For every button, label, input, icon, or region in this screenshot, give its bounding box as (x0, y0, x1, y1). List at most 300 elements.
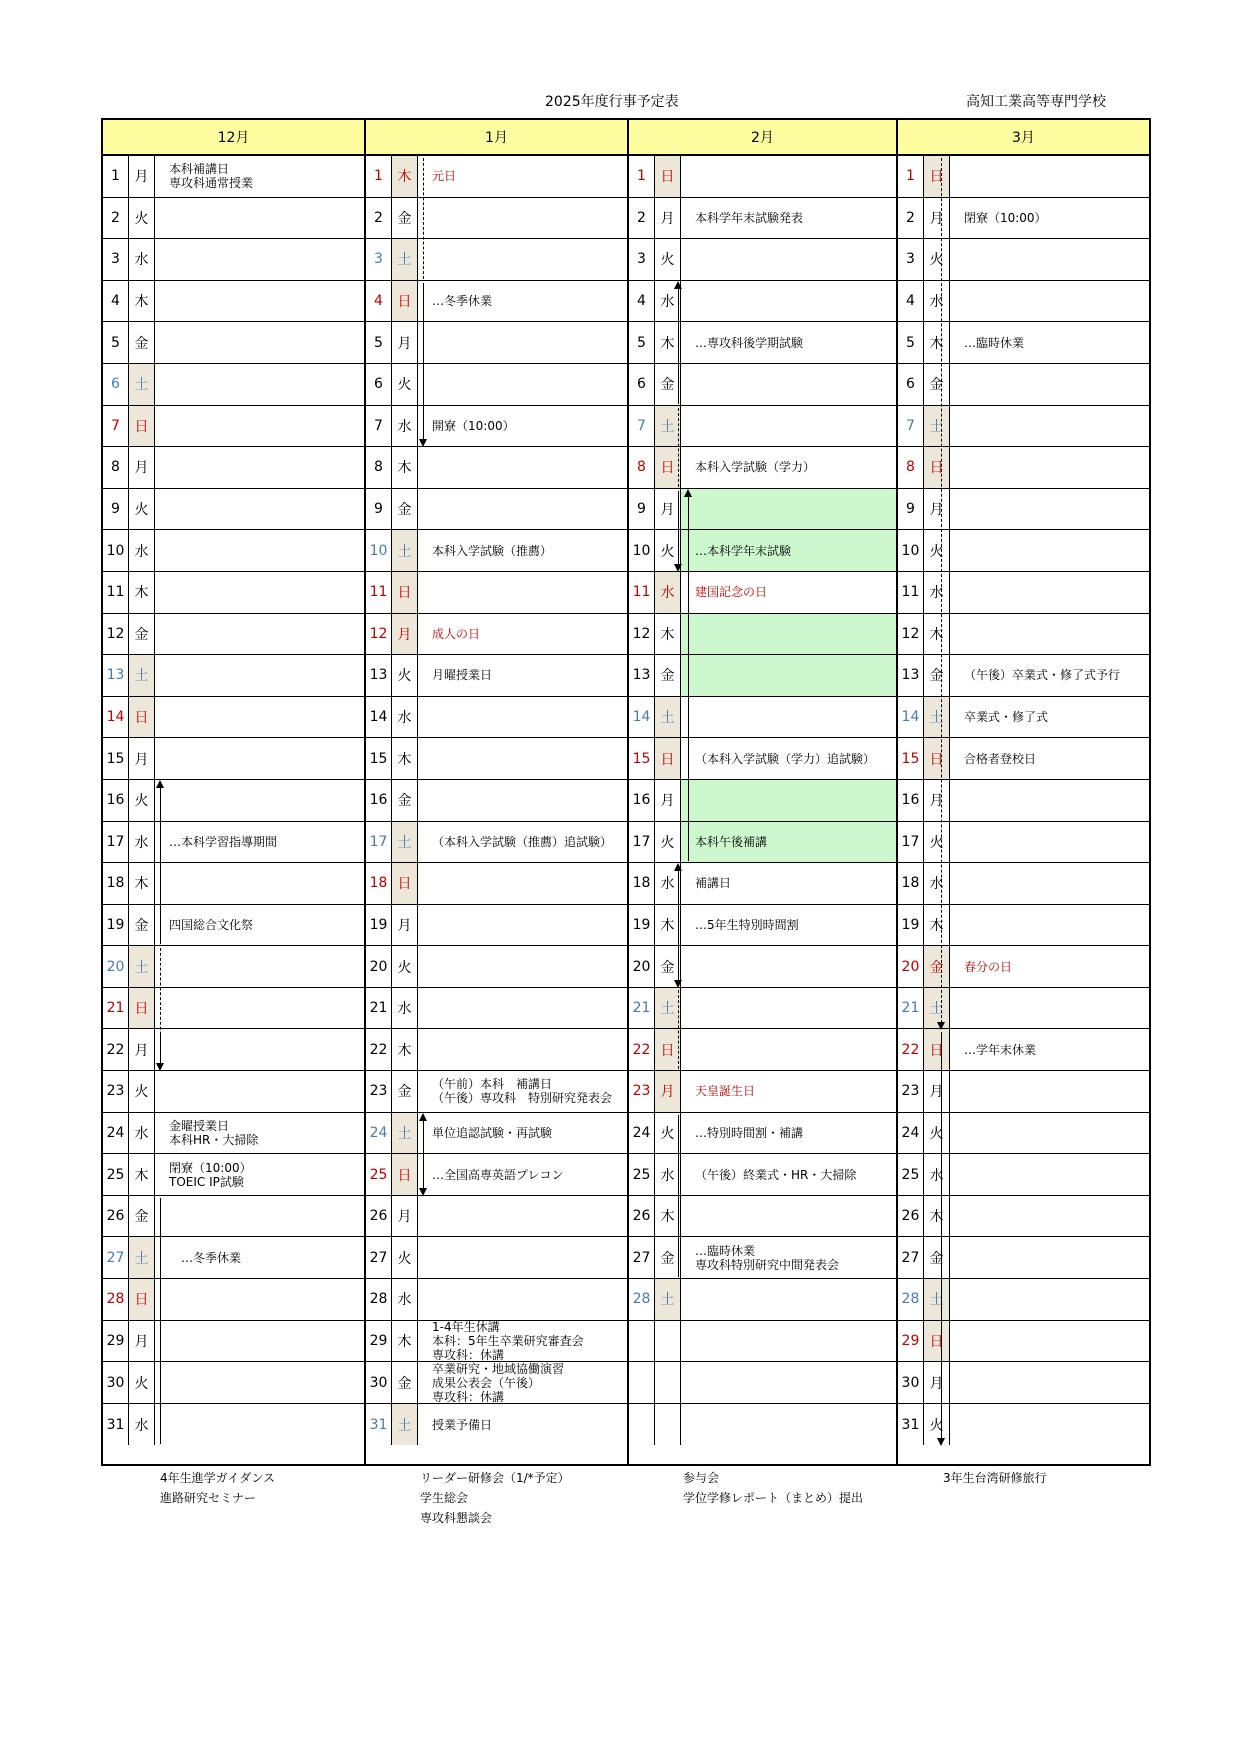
day-row (629, 697, 896, 739)
day-row (898, 364, 1149, 406)
range-arrow (423, 1115, 424, 1194)
day-number: 14 (103, 697, 129, 738)
weekday: 火 (129, 489, 155, 530)
event-cell (681, 1113, 896, 1154)
weekday: 火 (392, 946, 418, 987)
event-text: …本科学習指導期間 (169, 834, 278, 849)
event-cell (681, 1154, 896, 1195)
event-text: …臨時休業 (963, 335, 1024, 350)
day-number: 10 (103, 530, 129, 571)
day-number: 25 (366, 1154, 392, 1195)
day-row (629, 1029, 896, 1071)
event-text: 閉寮（10:00） (169, 1160, 252, 1175)
day-row (103, 1321, 364, 1363)
event-text: 開寮（10:00） (432, 418, 515, 433)
day-number: 27 (898, 1237, 924, 1278)
event-cell (418, 1362, 627, 1403)
event-cell (418, 1071, 627, 1112)
day-row (629, 1196, 896, 1238)
day-row (366, 863, 627, 905)
event-cell (681, 364, 896, 405)
event-text: （午前）本科 補講日 (432, 1077, 553, 1092)
weekday: 火 (655, 1113, 681, 1154)
event-cell (681, 780, 896, 821)
event-cell (418, 738, 627, 779)
day-row (898, 863, 1149, 905)
event-cell (950, 738, 1149, 779)
day-row (629, 738, 896, 780)
weekday: 月 (392, 1196, 418, 1237)
day-row (629, 822, 896, 864)
day-row (898, 988, 1149, 1030)
event-cell (155, 738, 364, 779)
event-cell (418, 822, 627, 863)
day-row (366, 655, 627, 697)
day-row (103, 780, 364, 822)
day-number (629, 1362, 655, 1403)
event-cell (950, 1154, 1149, 1195)
event-text: （本科入学試験（学力）追試験） (695, 751, 876, 766)
event-text: …全国高専英語プレコン (432, 1167, 564, 1182)
month-notes (683, 1468, 863, 1508)
day-row (103, 614, 364, 656)
event-cell (950, 988, 1149, 1029)
day-row (898, 1237, 1149, 1279)
day-number: 11 (629, 572, 655, 613)
event-cell (155, 281, 364, 322)
event-text: 建国記念の日 (695, 585, 768, 600)
day-row (629, 239, 896, 281)
day-row (898, 198, 1149, 240)
day-number: 16 (898, 780, 924, 821)
weekday: 金 (129, 322, 155, 363)
event-cell (681, 822, 896, 863)
weekday: 土 (924, 988, 950, 1029)
event-cell (681, 572, 896, 613)
event-cell (950, 1196, 1149, 1237)
event-cell (950, 614, 1149, 655)
event-cell (681, 988, 896, 1029)
day-row (103, 1404, 364, 1446)
weekday: 水 (655, 1154, 681, 1195)
day-number: 3 (898, 239, 924, 280)
event-text: …特別時間割・補講 (695, 1125, 804, 1140)
event-text: TOEIC IP試験 (169, 1174, 244, 1189)
day-number: 18 (898, 863, 924, 904)
day-number: 25 (629, 1154, 655, 1195)
weekday: 月 (129, 1029, 155, 1070)
range-arrow (678, 408, 679, 487)
event-cell (681, 1029, 896, 1070)
event-cell (950, 364, 1149, 405)
weekday: 土 (129, 655, 155, 696)
weekday: 日 (655, 1029, 681, 1070)
day-row (103, 1362, 364, 1404)
weekday: 月 (129, 447, 155, 488)
weekday: 火 (392, 1237, 418, 1278)
day-row (366, 447, 627, 489)
day-row (898, 1071, 1149, 1113)
weekday: 土 (655, 406, 681, 447)
event-cell (418, 946, 627, 987)
day-number: 19 (103, 905, 129, 946)
month-column (103, 120, 366, 1464)
event-text: 春分の日 (963, 959, 1012, 974)
weekday: 水 (924, 572, 950, 613)
day-number: 28 (629, 1279, 655, 1320)
weekday: 水 (655, 281, 681, 322)
day-row (366, 1362, 627, 1404)
day-number: 25 (103, 1154, 129, 1195)
day-number: 28 (898, 1279, 924, 1320)
event-cell (681, 156, 896, 197)
day-row (898, 1154, 1149, 1196)
day-row (629, 156, 896, 198)
month-column (366, 120, 629, 1464)
day-row (103, 572, 364, 614)
day-number: 8 (103, 447, 129, 488)
weekday: 水 (924, 1154, 950, 1195)
weekday: 木 (655, 614, 681, 655)
day-row (366, 780, 627, 822)
weekday (655, 1362, 681, 1403)
weekday: 土 (392, 1113, 418, 1154)
event-cell (155, 1279, 364, 1320)
weekday: 土 (129, 364, 155, 405)
day-number: 5 (629, 322, 655, 363)
weekday: 月 (129, 1321, 155, 1362)
day-row (898, 1279, 1149, 1321)
day-row (366, 1071, 627, 1113)
event-cell (155, 1321, 364, 1362)
event-text: 天皇誕生日 (695, 1084, 756, 1099)
weekday: 月 (129, 156, 155, 197)
event-cell (950, 1321, 1149, 1362)
event-cell (681, 406, 896, 447)
event-cell (155, 447, 364, 488)
weekday: 木 (924, 905, 950, 946)
event-cell (950, 780, 1149, 821)
event-cell (681, 1279, 896, 1320)
day-row (898, 406, 1149, 448)
event-cell (950, 322, 1149, 363)
event-cell (418, 780, 627, 821)
event-text: 本科入学試験（学力） (695, 460, 816, 475)
range-arrow (160, 1198, 161, 1444)
day-number: 6 (366, 364, 392, 405)
weekday: 月 (655, 198, 681, 239)
event-cell (155, 780, 364, 821)
day-number: 24 (366, 1113, 392, 1154)
event-text: …臨時休業 (695, 1243, 756, 1258)
weekday: 火 (129, 780, 155, 821)
day-number: 26 (898, 1196, 924, 1237)
day-number: 4 (366, 281, 392, 322)
day-row (898, 1029, 1149, 1071)
event-cell (681, 1362, 896, 1403)
day-row (103, 281, 364, 323)
day-row (629, 1113, 896, 1155)
day-number: 22 (629, 1029, 655, 1070)
day-row (366, 198, 627, 240)
day-number: 12 (898, 614, 924, 655)
day-number: 6 (103, 364, 129, 405)
event-cell (681, 1071, 896, 1112)
day-number: 17 (629, 822, 655, 863)
day-number: 11 (366, 572, 392, 613)
day-row (366, 530, 627, 572)
event-cell (418, 489, 627, 530)
event-cell (155, 905, 364, 946)
event-cell (155, 1113, 364, 1154)
day-number: 14 (898, 697, 924, 738)
event-cell (418, 988, 627, 1029)
day-row (898, 530, 1149, 572)
day-number: 31 (366, 1404, 392, 1446)
weekday: 火 (924, 822, 950, 863)
event-cell (155, 406, 364, 447)
weekday: 木 (655, 1196, 681, 1237)
range-arrow (678, 1115, 679, 1277)
day-row (366, 322, 627, 364)
day-number: 7 (103, 406, 129, 447)
weekday: 日 (129, 406, 155, 447)
day-number: 6 (898, 364, 924, 405)
day-row (629, 946, 896, 988)
day-row (103, 364, 364, 406)
day-number: 8 (629, 447, 655, 488)
weekday: 日 (924, 156, 950, 197)
weekday: 金 (392, 489, 418, 530)
day-number: 23 (629, 1071, 655, 1112)
event-cell (950, 1113, 1149, 1154)
day-number: 9 (629, 489, 655, 530)
event-text: （午後）卒業式・修了式予行 (963, 668, 1120, 683)
day-number: 25 (898, 1154, 924, 1195)
weekday: 木 (129, 572, 155, 613)
weekday: 金 (655, 1237, 681, 1278)
event-text: 本科HR・大掃除 (169, 1132, 259, 1147)
day-number: 2 (629, 198, 655, 239)
month-notes (943, 1468, 1047, 1488)
event-text: 元日 (432, 169, 457, 184)
weekday: 月 (392, 905, 418, 946)
day-number: 15 (366, 738, 392, 779)
event-cell (155, 530, 364, 571)
day-row (629, 489, 896, 531)
event-cell (681, 530, 896, 571)
day-number: 19 (366, 905, 392, 946)
event-text: …本科学年末試験 (695, 543, 792, 558)
day-number: 29 (366, 1321, 392, 1362)
day-row (629, 1321, 896, 1363)
range-arrow (678, 283, 679, 404)
day-row (898, 1404, 1149, 1446)
weekday: 木 (655, 322, 681, 363)
event-cell (681, 614, 896, 655)
day-number: 20 (629, 946, 655, 987)
event-cell (155, 988, 364, 1029)
day-number: 14 (366, 697, 392, 738)
weekday: 木 (129, 281, 155, 322)
weekday: 月 (655, 1071, 681, 1112)
event-text: 補講日 (695, 876, 732, 891)
weekday: 月 (924, 198, 950, 239)
day-row (103, 1279, 364, 1321)
event-cell (681, 1404, 896, 1446)
event-text: 閉寮（10:00） (963, 210, 1047, 225)
month-notes (420, 1468, 570, 1528)
event-text: 本科午後補講 (695, 834, 768, 849)
day-row (629, 1154, 896, 1196)
day-number: 1 (366, 156, 392, 197)
day-row (103, 905, 364, 947)
event-cell (155, 156, 364, 197)
day-row (103, 322, 364, 364)
day-row (366, 156, 627, 198)
day-number: 27 (366, 1237, 392, 1278)
weekday (655, 1404, 681, 1446)
day-number: 30 (103, 1362, 129, 1403)
day-number: 12 (629, 614, 655, 655)
event-cell (418, 1154, 627, 1195)
weekday: 金 (129, 905, 155, 946)
day-number: 18 (366, 863, 392, 904)
weekday: 木 (392, 1321, 418, 1362)
weekday: 木 (924, 322, 950, 363)
day-number: 17 (898, 822, 924, 863)
day-row (103, 530, 364, 572)
event-cell (950, 863, 1149, 904)
weekday: 土 (655, 988, 681, 1029)
day-number: 24 (898, 1113, 924, 1154)
day-row (898, 239, 1149, 281)
day-number: 9 (898, 489, 924, 530)
weekday: 月 (924, 1362, 950, 1403)
month-header: 3月 (898, 120, 1149, 156)
event-cell (681, 198, 896, 239)
weekday: 火 (129, 1071, 155, 1112)
event-text: 成果公表会（午後） (432, 1375, 541, 1390)
event-cell (418, 322, 627, 363)
event-cell (681, 905, 896, 946)
weekday: 土 (129, 1237, 155, 1278)
day-row (103, 489, 364, 531)
weekday: 水 (392, 697, 418, 738)
weekday: 火 (392, 364, 418, 405)
weekday: 日 (392, 281, 418, 322)
weekday: 火 (129, 198, 155, 239)
day-number: 22 (898, 1029, 924, 1070)
weekday: 木 (924, 1196, 950, 1237)
weekday: 日 (924, 738, 950, 779)
weekday: 火 (392, 655, 418, 696)
range-arrow (423, 283, 424, 445)
weekday: 金 (655, 655, 681, 696)
day-row (366, 1279, 627, 1321)
day-number: 23 (898, 1071, 924, 1112)
weekday: 月 (392, 322, 418, 363)
day-row (629, 1362, 896, 1404)
range-arrow (160, 782, 161, 944)
event-cell (155, 1404, 364, 1446)
month-column (629, 120, 898, 1464)
day-row (103, 655, 364, 697)
day-number: 7 (629, 406, 655, 447)
day-row (898, 322, 1149, 364)
event-cell (155, 1071, 364, 1112)
weekday: 日 (392, 572, 418, 613)
event-cell (418, 1196, 627, 1237)
day-row (629, 364, 896, 406)
event-cell (418, 447, 627, 488)
weekday: 日 (924, 1029, 950, 1070)
weekday: 金 (392, 1071, 418, 1112)
day-number: 2 (103, 198, 129, 239)
event-cell (418, 1113, 627, 1154)
day-number: 9 (103, 489, 129, 530)
weekday: 水 (129, 1113, 155, 1154)
day-number: 6 (629, 364, 655, 405)
event-cell (681, 1321, 896, 1362)
day-number: 13 (629, 655, 655, 696)
event-cell (950, 156, 1149, 197)
weekday: 土 (924, 406, 950, 447)
weekday: 金 (392, 198, 418, 239)
weekday: 土 (392, 822, 418, 863)
day-row (366, 364, 627, 406)
range-arrow (160, 1032, 161, 1070)
weekday: 水 (392, 1279, 418, 1320)
weekday: 月 (924, 489, 950, 530)
weekday: 金 (655, 946, 681, 987)
day-row (629, 1237, 896, 1279)
day-row (103, 239, 364, 281)
event-cell (681, 738, 896, 779)
event-cell (950, 1237, 1149, 1278)
day-row (103, 1029, 364, 1071)
event-cell (155, 1154, 364, 1195)
day-number: 13 (898, 655, 924, 696)
weekday: 日 (655, 447, 681, 488)
day-row (629, 780, 896, 822)
day-number: 22 (103, 1029, 129, 1070)
day-row (898, 946, 1149, 988)
event-cell (950, 1362, 1149, 1403)
day-row (629, 1071, 896, 1113)
day-row (103, 738, 364, 780)
event-cell (418, 655, 627, 696)
event-cell (950, 1404, 1149, 1446)
day-row (898, 697, 1149, 739)
day-number: 21 (103, 988, 129, 1029)
day-row (366, 1113, 627, 1155)
day-number: 16 (629, 780, 655, 821)
range-arrow (941, 1032, 942, 1444)
event-cell (681, 1237, 896, 1278)
event-cell (155, 1362, 364, 1403)
event-cell (681, 239, 896, 280)
day-number: 1 (629, 156, 655, 197)
event-cell (418, 1279, 627, 1320)
day-row (366, 614, 627, 656)
day-number: 12 (366, 614, 392, 655)
day-number: 1 (898, 156, 924, 197)
event-cell (950, 447, 1149, 488)
event-text: 四国総合文化祭 (169, 917, 254, 932)
event-cell (950, 281, 1149, 322)
weekday: 水 (924, 863, 950, 904)
